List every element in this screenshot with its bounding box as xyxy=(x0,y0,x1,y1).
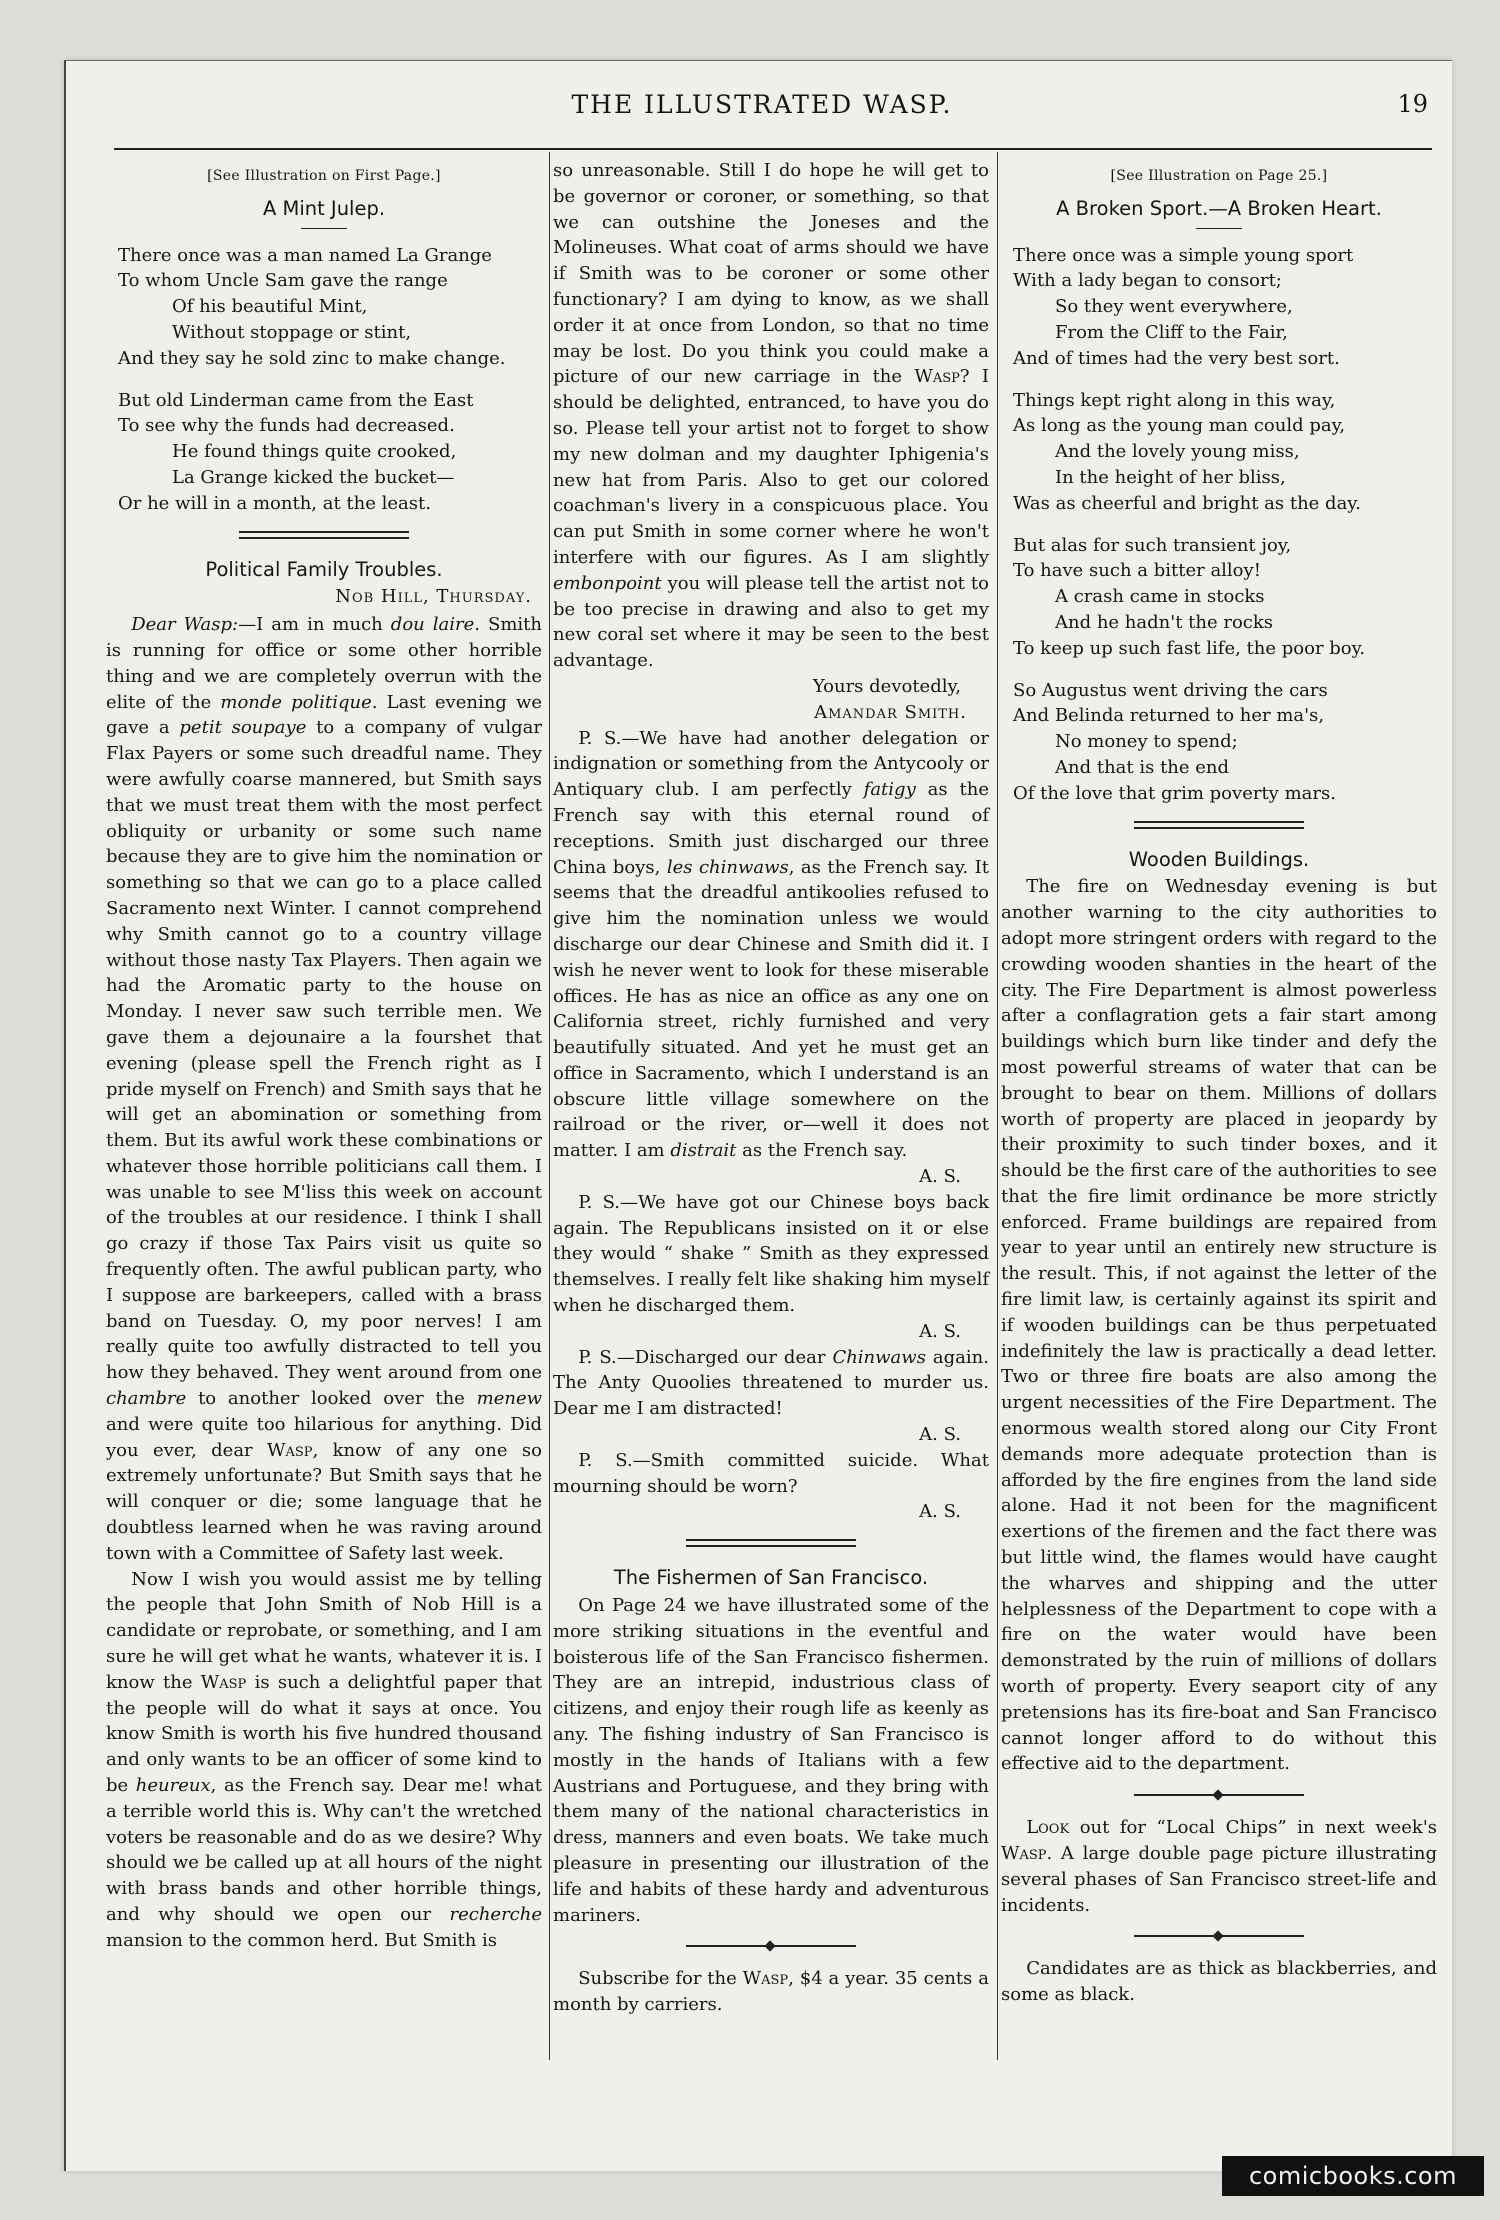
dateline: Nob Hill, Thursday. xyxy=(335,586,532,608)
verse-line: To see why the funds had decreased. xyxy=(118,415,455,437)
verse-line: In the height of her bliss, xyxy=(1055,466,1286,488)
verse-line: No money to spend; xyxy=(1055,731,1238,753)
lookout-notice: Look out for “Local Chips” in next week's Wasp. A large double page picture illustrating several phases of San Francisco street-life and incidents. xyxy=(1001,1817,1437,1916)
verse-line: As long as the young man could pay, xyxy=(1013,415,1346,437)
title-rule xyxy=(301,228,347,229)
verse-line: So they went everywhere, xyxy=(1055,296,1293,318)
verse-line: To whom Uncle Sam gave the range xyxy=(118,270,448,292)
postscript: P. S.—We have got our Chinese boys back again. The Republicans insisted on it or else they would “ shake ” Smith as they expressed themselves. I really felt like shaking him myself when he discharged them. xyxy=(553,1191,989,1317)
initials: A. S. xyxy=(919,1320,961,1342)
running-head xyxy=(82,90,1442,130)
initials: A. S. xyxy=(919,1166,961,1188)
section-divider xyxy=(1134,821,1304,829)
column-2 xyxy=(553,158,989,2018)
verse-line: So Augustus went driving the cars xyxy=(1013,679,1328,701)
closing: Yours devotedly, xyxy=(812,675,961,697)
letter-paragraph: Now I wish you would assist me by telling the people that John Smith of Nob Hill is a candidate or reprobate, or something, and I am sure he will get what he wants, whatever it is. I know the Wasp is such a delightful paper that the people will do what it says at once. You know Smith is worth his five hundred thousand and only wants to be an officer of some kind to be heureux, as the French say. Dear me! what a terrible world this is. Why can't the wretched voters be reasonable and do as we desire? Why should we be called up at all hours of the night with brass bands and other horrible things, and why should we open our recherche mansion to the common herd. But Smith is xyxy=(106,1568,543,1951)
headline-political-family-troubles: Political Family Troubles. xyxy=(205,557,443,581)
verse-line: But old Linderman came from the East xyxy=(118,389,474,411)
verse-line: Of his beautiful Mint, xyxy=(172,296,368,318)
verse-line: And of times had the very best sort. xyxy=(1013,347,1340,369)
stanza-gap xyxy=(1013,372,1437,388)
article-body: On Page 24 we have illustrated some of the more striking situations in the eventful and boisterous life of the San Francisco fishermen. They are an intrepid, industrious class of citizens, and enjoy their rough life as keenly as any. The fishing industry of San Francisco is mostly in the hands of Italians with a few Austrians and Portuguese, and they bring with them many of the national characteristics in dress, manners and even boats. We take much pleasure in presenting our illustration of the life and habits of these hardy and adventurous mariners. xyxy=(553,1595,989,1926)
column-rule-1 xyxy=(549,152,550,2060)
verse-line: Of the love that grim poverty mars. xyxy=(1013,782,1336,804)
ornamental-divider xyxy=(1134,1932,1304,1940)
headline-fishermen: The Fishermen of San Francisco. xyxy=(613,1566,929,1590)
ornamental-divider xyxy=(1134,1791,1304,1799)
candidates-item: Candidates are as thick as blackberries, and some as black. xyxy=(1001,1958,1437,2006)
verse-line: There once was a simple young sport xyxy=(1013,244,1354,266)
verse-line: He found things quite crooked, xyxy=(172,441,457,463)
verse-line: And that is the end xyxy=(1055,756,1230,778)
headline-wooden-buildings: Wooden Buildings. xyxy=(1128,847,1310,871)
verse-line: Or he will in a month, at the least. xyxy=(118,492,431,514)
verse-line: And the lovely young miss, xyxy=(1055,441,1300,463)
initials: A. S. xyxy=(919,1424,961,1446)
section-divider xyxy=(686,1539,856,1547)
verse-line: To have such a bitter alloy! xyxy=(1013,560,1261,582)
verse-line: With a lady began to consort; xyxy=(1013,270,1282,292)
verse-line: To keep up such fast life, the poor boy. xyxy=(1013,637,1366,659)
verse-line: And Belinda returned to her ma's, xyxy=(1013,705,1325,727)
salutation: Dear Wasp: xyxy=(131,614,239,636)
verse-line: But alas for such transient joy, xyxy=(1013,534,1292,556)
verse-line: Things kept right along in this way, xyxy=(1013,389,1336,411)
subscribe-notice: Subscribe for the Wasp, $4 a year. 35 cents a month by carriers. xyxy=(553,1968,989,2016)
headline-broken-sport: A Broken Sport.—A Broken Heart. xyxy=(1056,196,1382,220)
verse-line: And he hadn't the rocks xyxy=(1055,611,1274,633)
title-rule xyxy=(1196,228,1242,229)
letter-paragraph: Dear Wasp:—I am in much dou laire. Smith is running for office or some other horrible thing and we are completely overrun with the elite of the monde politique. Last evening we gave a petit soupaye to a company of vulgar Flax Payers or some such dreadful name. They were awfully coarse mannered, but Smith says that we must treat them with the most perfect obliquity or urbanity or some such name because they are to give him the nomination or something so that we can go to a place called Sacramento next Winter. I cannot comprehend why Smith cannot go to a country village without those nasty Tax Players. Then again we had the Aromatic party to the house on Monday. I never saw such terrible men. We gave them a dejounaire a la fourshet that evening (please spell the French right as I pride myself on French) and Smith says that he will get an abomination or something from them. But its awful work these combinations or whatever those horrible politicians call them. I was unable to see M'liss this week on account of the troubles at our residence. I think I shall go crazy if those Tax Pairs visit us quite so frequently often. The awful publican party, who I suppose are barkeepers, called with a brass band on Tuesday. O, my poor nerves! I am really quite too awfully distracted to tell you how they behaved. They went around from one chambre to another looked over the menew and were quite too hilarious for anything. Did you ever, dear Wasp, know of any one so extremely unfortunate? But Smith says that he will conquer or die; some language that he doubtless learned when he was raving around town with a Committee of Safety last week. xyxy=(106,614,543,1564)
ornamental-divider xyxy=(686,1942,856,1950)
column-1 xyxy=(106,158,542,1954)
verse-line: From the Cliff to the Fair, xyxy=(1055,321,1288,343)
masthead-title: THE ILLUSTRATED WASP. xyxy=(571,90,953,119)
verse-line: La Grange kicked the bucket— xyxy=(172,466,455,488)
verse-line: A crash came in stocks xyxy=(1055,586,1265,608)
verse-line: Without stoppage or stint, xyxy=(172,321,412,343)
signature: Amandar Smith. xyxy=(814,701,967,723)
postscript: P. S.—Smith committed suicide. What mourning should be worn? xyxy=(553,1449,989,1497)
article-body: The fire on Wednesday evening is but another warning to the city authorities to adopt more stringent orders with regard to the crowding wooden shanties in the heart of the city. The Fire Department is almost powerless after a conflagration gets a fair start among buildings which burn like tinder and defy the most powerful streams of water that can be brought to bear on them. Millions of dollars worth of property are placed in jeopardy by their proximity to such tinder boxes, and it should be the first care of the authorities to see that the fire limit ordinance be more strictly enforced. Frame buildings are repaired from year to year until an entirely new structure is the result. This, if not against the letter of the fire limit law, is certainly against its spirit and if wooden buildings can be thus perpetuated indefinitely the law is practically a dead letter. Two or three fire boats are also among the urgent necessities of the Fire Department. The enormous wealth stored along our City Front demands more adequate protection than is afforded by the fire engines from the land side alone. Had it not been for the magnificent exertions of the firemen and the fact there was but little wind, the flames would have caught the wharves and shipping and the utter helplessness of the Department to cope with a fire on the water would have been demonstrated by the ruin of millions of dollars worth of property. Every seaport city of any pretensions has its fire-boat and San Francisco cannot longer afford to do without this effective aid to the department. xyxy=(1001,876,1437,1775)
letter-paragraph: so unreasonable. Still I do hope he will get to be governor or coroner, or something, so that we can outshine the Joneses and the Molineuses. What coat of arms should we have if Smith was to be coroner or some other functionary? I am dying to know, as we shall order it at once from London, so that no time may be lost. Do you think you could make a picture of our new carriage in the Wasp? I should be delighted, entranced, to have you do so. Please tell your artist not to forget to show my new dolman and my daughter Iphigenia's new hat from Paris. Also to get our colored coachman's livery in a conspicuous place. You can put Smith in some corner where he won't interfere with our figures. As I am slightly embonpoint you will please tell the artist not to be too precise in drawing and also to get my new coral set where it may be seen to the best advantage. xyxy=(553,160,989,672)
stanza-gap xyxy=(118,372,542,388)
watermark: comicbooks.com xyxy=(1222,2156,1484,2196)
headline-mint-julep: A Mint Julep. xyxy=(262,196,386,220)
poem-broken-sport xyxy=(1013,243,1437,807)
stanza-gap xyxy=(1013,517,1437,533)
column-rule-2 xyxy=(997,152,998,2060)
header-rule xyxy=(114,148,1432,150)
illustration-reference: [See Illustration on First Page.] xyxy=(207,168,441,184)
postscript: P. S.—Discharged our dear Chinwaws again. The Anty Quoolies threatened to murder us. Dear me I am distracted! xyxy=(553,1346,989,1420)
column-3 xyxy=(1001,158,1437,2008)
initials: A. S. xyxy=(919,1501,961,1523)
page-number: 19 xyxy=(1397,90,1428,118)
postscript: P. S.—We have had another delegation or indignation or something from the Antycooly or Antiquary club. I am perfectly fatigy as the French say with this eternal round of receptions. Smith just discharged our three China boys, les chinwaws, as the French say. It seems that the dreadful antikoolies refused to give him the nomination unless we would discharge our dear Chinese and Smith did it. I wish he never went to look for these miserable offices. He has as nice an office as any one on California street, richly furnished and very beautifully situated. And yet he must get an office in Sacramento, which I understand is an obscure little village somewhere on the railroad or the river, or—well it does not matter. I am distrait as the French say. xyxy=(553,727,989,1162)
illustration-reference: [See Illustration on Page 25.] xyxy=(1110,168,1328,184)
section-divider xyxy=(239,531,409,539)
verse-line: Was as cheerful and bright as the day. xyxy=(1013,492,1361,514)
verse-line: And they say he sold zinc to make change. xyxy=(118,347,506,369)
verse-line: There once was a man named La Grange xyxy=(118,244,492,266)
stanza-gap xyxy=(1013,662,1437,678)
poem-mint-julep xyxy=(118,243,542,517)
